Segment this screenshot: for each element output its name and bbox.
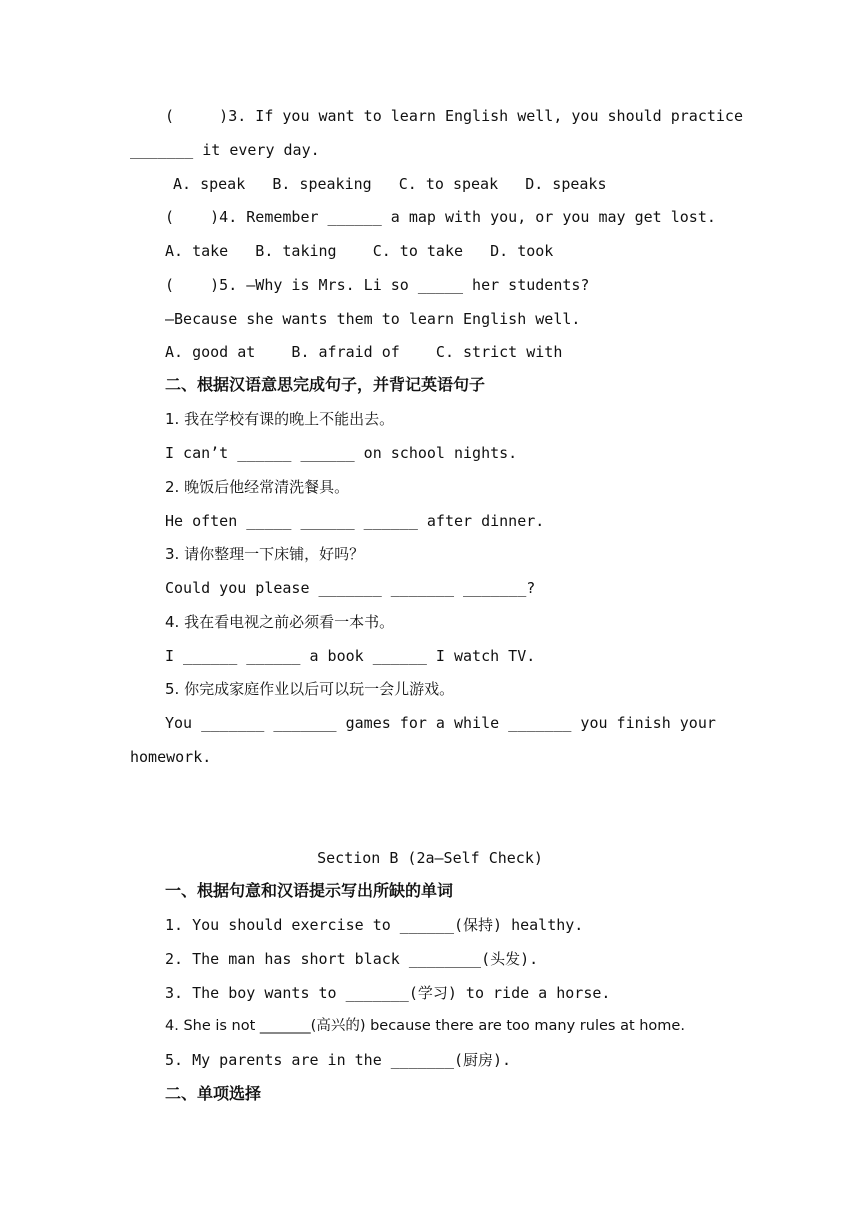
sentence-1-chinese: 1. 我在学校有课的晚上不能出去。 xyxy=(165,410,395,428)
sentence-2-chinese: 2. 晚饭后他经常清洗餐具。 xyxy=(165,478,350,496)
sentence-3-english: Could you please _______ _______ _______? xyxy=(165,579,536,597)
question-3-line-1: ( )3. If you want to learn English well, you should practice xyxy=(165,107,743,125)
question-4-line: ( )4. Remember ______ a map with you, or you may get lost. xyxy=(165,208,716,226)
sentence-5-chinese: 5. 你完成家庭作业以后可以玩一会儿游戏。 xyxy=(165,680,455,698)
section-heading-fill-words: 一、根据句意和汉语提示写出所缺的单词 xyxy=(165,881,454,900)
section-heading-multiple-choice: 二、单项选择 xyxy=(165,1084,262,1103)
section-b-title: Section B (2a—Self Check) xyxy=(317,849,543,867)
word-question-3: 3. The boy wants to _______(学习) to ride a horse. xyxy=(165,984,611,1002)
question-5-options: A. good at B. afraid of C. strict with xyxy=(165,343,563,361)
word-question-2: 2. The man has short black ________(头发). xyxy=(165,950,539,968)
question-5-line-1: ( )5. —Why is Mrs. Li so _____ her students? xyxy=(165,276,590,294)
question-3-options: A. speak B. speaking C. to speak D. speaks xyxy=(173,175,607,193)
sentence-4-chinese: 4. 我在看电视之前必须看一本书。 xyxy=(165,613,395,631)
sentence-4-english: I ______ ______ a book ______ I watch TV. xyxy=(165,647,536,665)
word-question-5: 5. My parents are in the _______(厨房). xyxy=(165,1051,512,1069)
sentence-3-chinese: 3. 请你整理一下床铺，好吗？ xyxy=(165,545,365,563)
sentence-5-english-line-1: You _______ _______ games for a while _______ you finish your xyxy=(165,714,716,732)
sentence-1-english: I can’t ______ ______ on school nights. xyxy=(165,444,518,462)
question-3-line-2: _______ it every day. xyxy=(130,141,320,159)
question-4-options: A. take B. taking C. to take D. took xyxy=(165,242,554,260)
sentence-2-english: He often _____ ______ ______ after dinner. xyxy=(165,512,545,530)
word-question-1: 1. You should exercise to ______(保持) healthy. xyxy=(165,916,584,934)
question-5-line-2: —Because she wants them to learn English well. xyxy=(165,310,581,328)
section-heading-translate: 二、根据汉语意思完成句子，并背记英语句子 xyxy=(165,375,486,394)
word-question-4: 4. She is not _______(高兴的) because there are too many rules at home. xyxy=(165,1018,685,1034)
sentence-5-english-line-2: homework. xyxy=(130,748,212,766)
